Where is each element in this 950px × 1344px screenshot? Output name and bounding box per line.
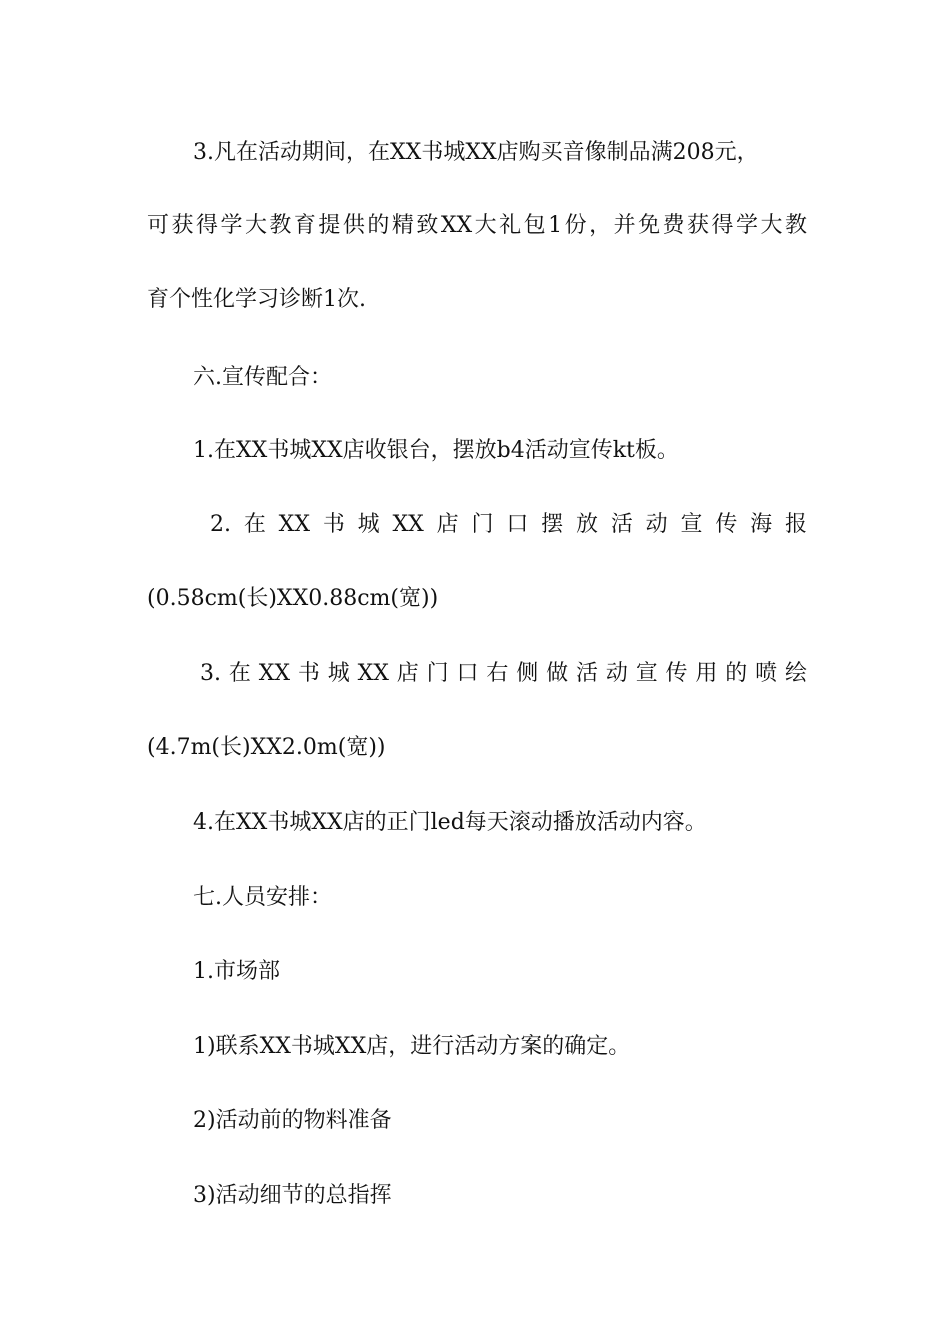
paragraph-line: 可获得学大教育提供的精致XX大礼包1份，并免费获得学大教	[147, 213, 807, 238]
list-item: 2)活动前的物料准备	[193, 1108, 392, 1133]
section-heading: 六.宣传配合：	[193, 365, 332, 390]
list-item: 2.在XX书城XX店门口摆放活动宣传海报	[210, 512, 807, 537]
paragraph-line: 育个性化学习诊断1次.	[147, 287, 366, 312]
paragraph-line: (0.58cm(长)XX0.88cm(宽))	[147, 586, 439, 611]
section-heading: 七.人员安排：	[193, 885, 332, 910]
paragraph-line: 3.凡在活动期间，在XX书城XX店购买音像制品满208元，	[193, 140, 759, 165]
list-item: 1)联系XX书城XX店，进行活动方案的确定。	[193, 1034, 631, 1059]
paragraph-line: (4.7m(长)XX2.0m(宽))	[147, 735, 386, 760]
list-item: 1.市场部	[193, 959, 280, 984]
list-item: 1.在XX书城XX店收银台，摆放b4活动宣传kt板。	[193, 438, 679, 463]
list-item: 3)活动细节的总指挥	[193, 1183, 392, 1208]
list-item: 4.在XX书城XX店的正门led每天滚动播放活动内容。	[193, 810, 707, 835]
list-item: 3.在XX书城XX店门口右侧做活动宣传用的喷绘	[200, 661, 807, 686]
